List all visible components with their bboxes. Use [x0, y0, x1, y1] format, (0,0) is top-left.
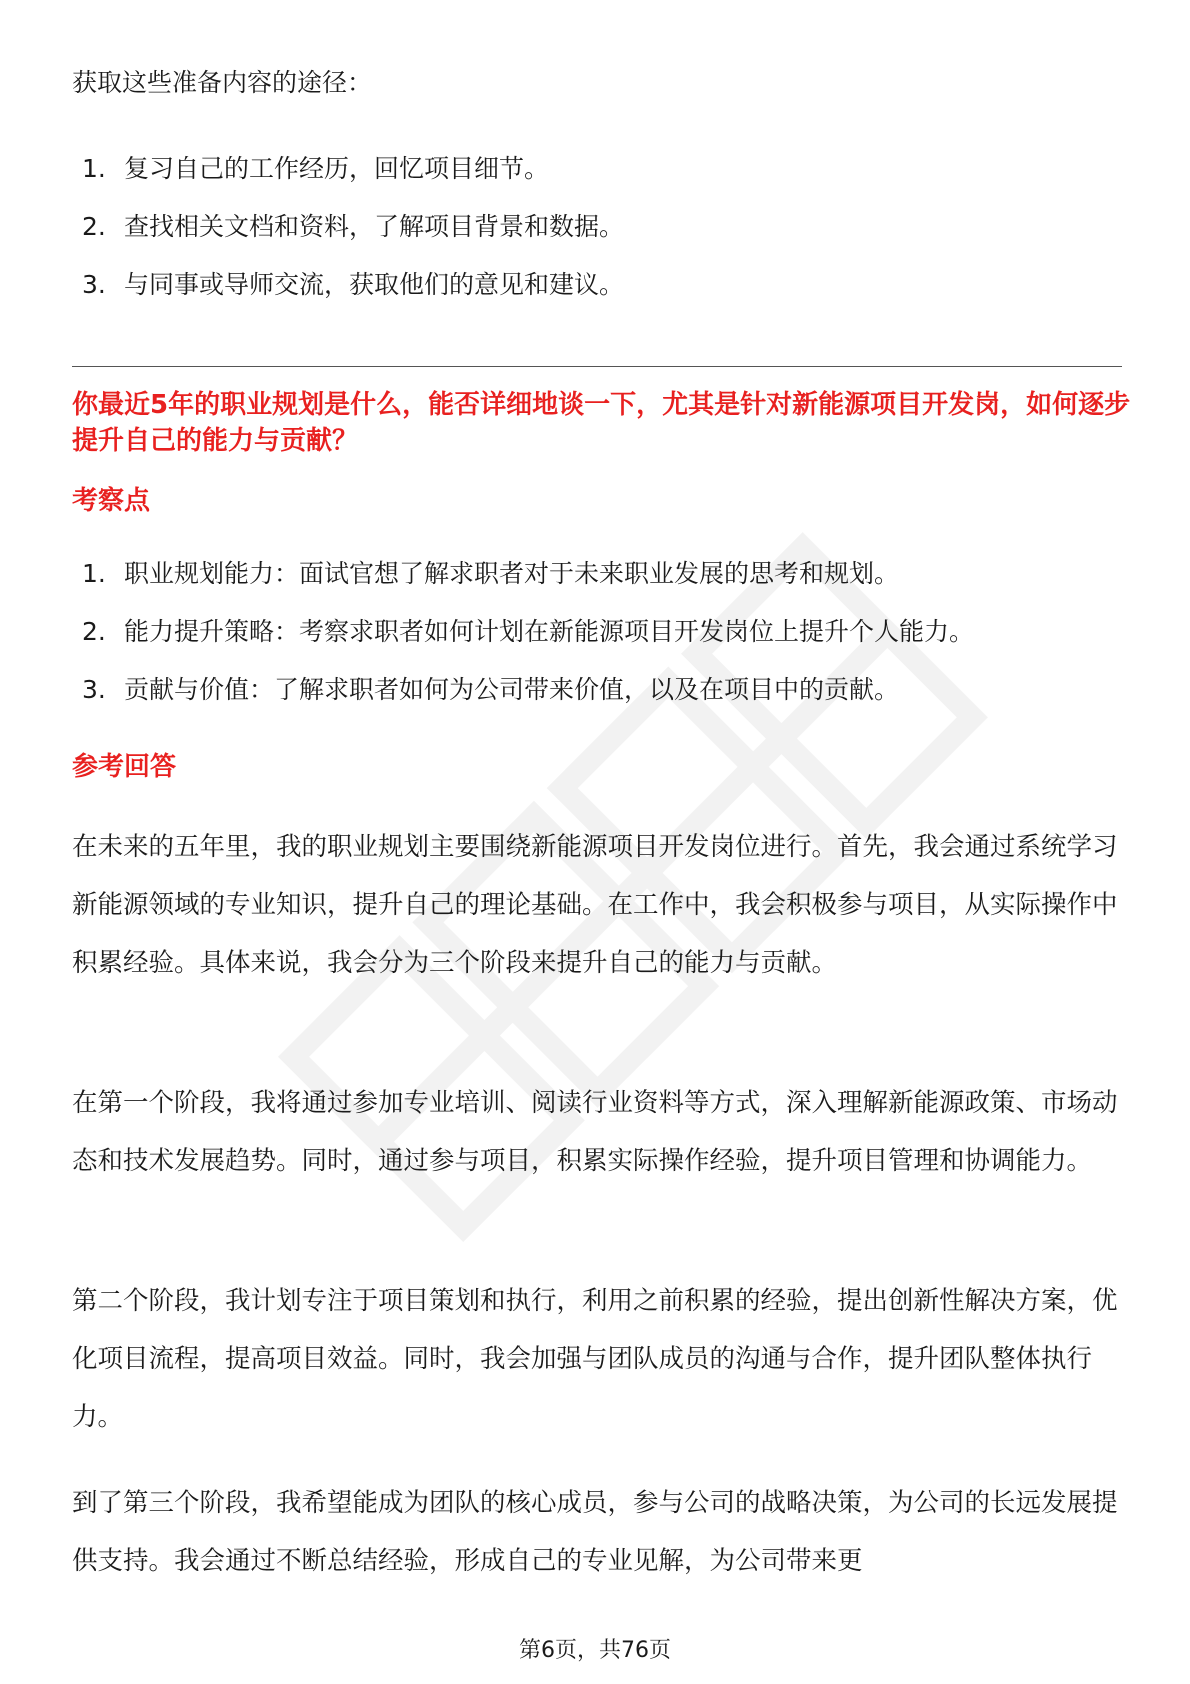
list-number: 3.	[82, 270, 106, 299]
list-item	[82, 615, 1132, 649]
section-divider	[72, 366, 1122, 367]
list-number: 2.	[82, 212, 106, 241]
list-item-text: 能力提升策略：考察求职者如何计划在新能源项目开发岗位上提升个人能力。	[124, 617, 975, 646]
intro-text: 获取这些准备内容的途径：	[72, 68, 373, 97]
list-item-text: 查找相关文档和资料，了解项目背景和数据。	[124, 212, 625, 241]
list-item	[82, 673, 1132, 707]
answer-paragraph: 到了第三个阶段，我希望能成为团队的核心成员，参与公司的战略决策，为公司的长远发展提供支持。我会通过不断总结经验，形成自己的专业见解，为公司带来更	[72, 1488, 1118, 1576]
list-item	[82, 152, 1132, 186]
question-heading: 你最近5年的职业规划是什么，能否详细地谈一下，尤其是针对新能源项目开发岗，如何逐步提升自己的能力与贡献？	[72, 390, 1131, 456]
list-number: 3.	[82, 675, 106, 704]
list-item-text: 复习自己的工作经历，回忆项目细节。	[124, 154, 550, 183]
page-number-footer: 第6页，共76页	[519, 1638, 671, 1663]
answer-paragraph: 在第一个阶段，我将通过参加专业培训、阅读行业资料等方式，深入理解新能源政策、市场动态和技术发展趋势。同时，通过参与项目，积累实际操作经验，提升项目管理和协调能力。	[72, 1088, 1118, 1176]
assessment-points-list	[82, 557, 1132, 731]
list-item	[82, 210, 1132, 244]
list-item	[82, 268, 1132, 302]
list-number: 1.	[82, 154, 106, 183]
list-number: 2.	[82, 617, 106, 646]
list-item	[82, 557, 1132, 591]
reference-answer-label: 参考回答	[72, 752, 177, 782]
prep-methods-list	[82, 152, 1132, 326]
list-number: 1.	[82, 559, 106, 588]
list-item-text: 职业规划能力：面试官想了解求职者对于未来职业发展的思考和规划。	[124, 559, 900, 588]
list-item-text: 贡献与价值：了解求职者如何为公司带来价值，以及在项目中的贡献。	[124, 675, 900, 704]
list-item-text: 与同事或导师交流，获取他们的意见和建议。	[124, 270, 625, 299]
assessment-points-label: 考察点	[72, 486, 151, 516]
answer-paragraph: 在未来的五年里，我的职业规划主要围绕新能源项目开发岗位进行。首先，我会通过系统学习新能源领域的专业知识，提升自己的理论基础。在工作中，我会积极参与项目，从实际操作中积累经验。具体来说，我会分为三个阶段来提升自己的能力与贡献。	[72, 832, 1118, 978]
answer-paragraph: 第二个阶段，我计划专注于项目策划和执行，利用之前积累的经验，提出创新性解决方案，优化项目流程，提高项目效益。同时，我会加强与团队成员的沟通与合作，提升团队整体执行力。	[72, 1286, 1118, 1432]
